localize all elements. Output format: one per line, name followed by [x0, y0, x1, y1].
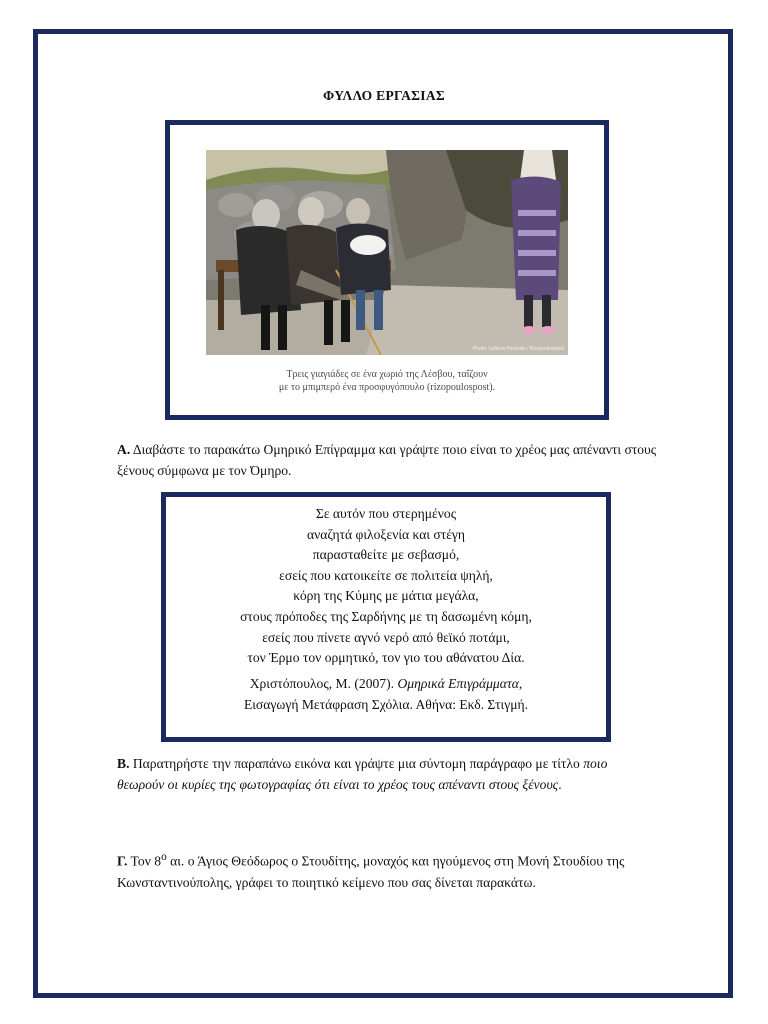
epigram-poem: [166, 504, 606, 669]
reference-publisher: Εισαγωγή Μετάφραση Σχόλια. Αθήνα: Εκδ. Στιγμή.: [243, 696, 529, 712]
poem-line: τον Έρμο τον ορμητικό, τον γιο του αθάνατου Δία.: [247, 650, 525, 666]
section-a-text: Διαβάστε το παρακάτω Ομηρικό Επίγραμμα και γράψτε ποιο είναι το χρέος μας απέναντι στους ξένους σύμφωνα με τον Όμηρο.: [117, 442, 657, 478]
poem-line: αναζητά φιλοξενία και στέγη: [306, 526, 466, 542]
epigram-reference: [166, 674, 606, 715]
photo-box: [165, 120, 609, 420]
reference-title: Ομηρικά Επιγράμματα: [397, 676, 519, 691]
epigram-box: [161, 492, 611, 742]
section-c-marker: Γ.: [117, 853, 128, 869]
section-a-marker: Α.: [117, 442, 131, 457]
section-c-superscript: ο: [161, 851, 167, 863]
caption-line: με το μπιμπερό ένα προσφυγόπουλο (rizopoulospost).: [278, 382, 496, 393]
section-c: [117, 847, 657, 893]
section-b-text: Παρατηρήστε την παραπάνω εικόνα και γράψτε μια σύντομη παράγραφο με τίτλο: [129, 756, 584, 771]
photo-credit: Photo: Lefteris Partsalis / Rizopoulospost: [472, 346, 564, 352]
reference-line: [166, 674, 606, 695]
poem-line: εσείς που κατοικείτε σε πολιτεία ψηλή,: [279, 567, 493, 583]
poem-line: Σε αυτόν που στερημένος: [315, 506, 457, 521]
section-b: [117, 753, 657, 795]
photo-caption: [170, 368, 604, 394]
reference-comma: ,: [518, 676, 523, 691]
caption-line: Τρεις γιαγιάδες σε ένα χωριό της Λέσβου, ταΐζουν: [286, 369, 488, 380]
section-c-text-before: Τον 8: [127, 853, 162, 869]
poem-line: κόρη της Κύμης με μάτια μεγάλα,: [293, 588, 479, 604]
photograph: [206, 150, 568, 355]
section-a: [117, 439, 657, 481]
section-b-italic: ποιο θεωρούν οι κυρίες της φωτογραφίας ότι είναι το χρέος τους απέναντι στους ξένους: [117, 756, 608, 792]
reference-author: Χριστόπουλος, Μ. (2007).: [249, 676, 398, 691]
section-b-marker: Β.: [117, 756, 130, 771]
poem-line: εσείς που πίνετε αγνό νερό από θεϊκό ποτάμι,: [262, 629, 510, 645]
section-b-end: .: [558, 777, 562, 792]
poem-line: στους πρόποδες της Σαρδήνης με τη δασωμένη κόμη,: [240, 608, 532, 624]
section-c-text-after: αι. ο Άγιος Θεόδωρος ο Στουδίτης, μοναχός και ηγούμενος στη Μονή Στουδίου της Κωνσταντινούπολης, γράφει το ποιητικό κείμενο που σας δίνεται παρακάτω.: [117, 853, 625, 890]
worksheet-title: ΦΥΛΛΟ ΕΡΓΑΣΙΑΣ: [322, 88, 446, 103]
poem-line: παρασταθείτε με σεβασμό,: [312, 547, 460, 563]
